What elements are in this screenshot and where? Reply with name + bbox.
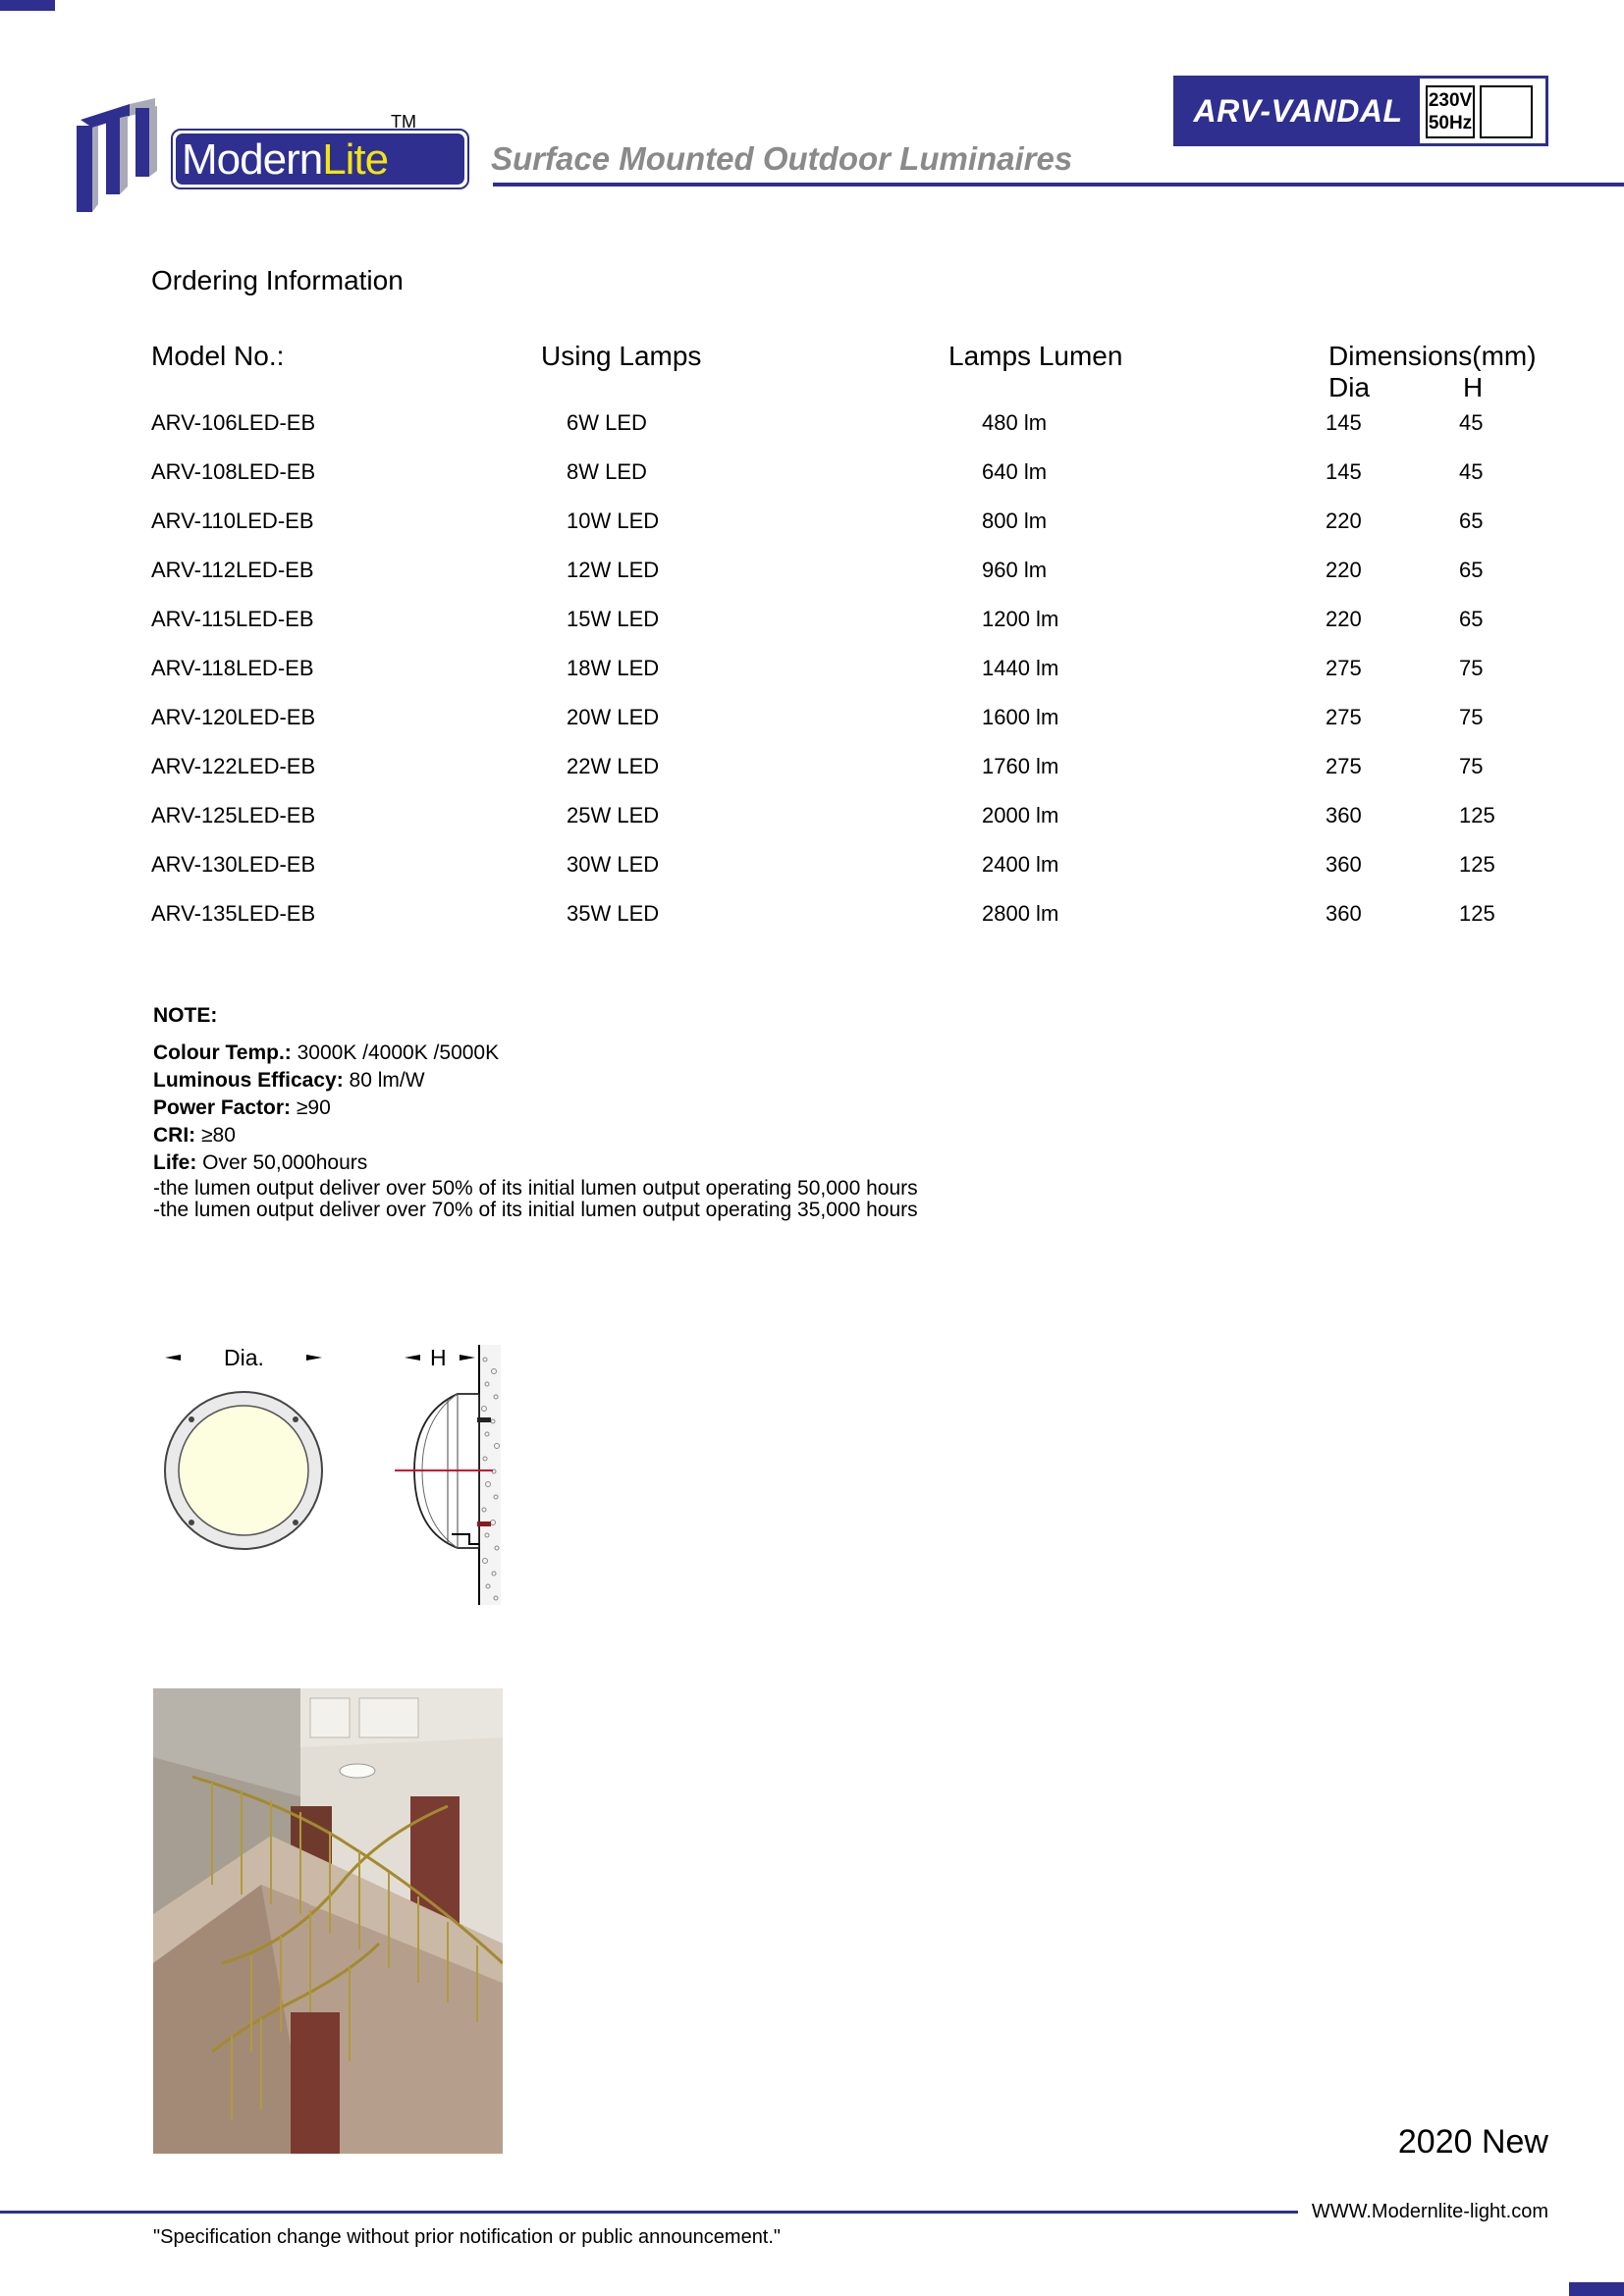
cell-lamp: 25W LED [567,803,660,828]
note-value: ≥80 [195,1124,236,1147]
note-label: Life: [153,1151,197,1174]
cell-lamp: 15W LED [567,607,660,631]
cell-h: 75 [1459,754,1484,778]
wall-section [479,1345,501,1605]
arrow-right-icon [460,1355,475,1361]
trademark-symbol: TM [391,112,416,132]
voltage-rating [1426,85,1475,138]
note-value: 3000K /4000K /5000K [291,1041,500,1064]
cell-dia: 360 [1326,852,1362,877]
ordering-table [0,406,1624,946]
col-header-lumen: Lamps Lumen [948,341,1123,371]
col-header-lamps: Using Lamps [541,341,702,371]
cell-lumen: 1200 lm [982,607,1059,631]
cell-lamp: 22W LED [567,754,660,778]
note-life-line: -the lumen output deliver over 70% of its initial lumen output operating 35,000 hours [153,1199,918,1221]
cell-lamp: 8W LED [567,459,647,484]
cell-lumen: 2400 lm [982,852,1059,877]
disclaimer-text: "Specification change without prior notification or public announcement." [153,2226,782,2248]
brand-logo [77,96,420,216]
page-subtitle: Surface Mounted Outdoor Luminaires [491,140,1073,177]
cell-lamp: 35W LED [567,901,660,926]
corner-accent-top [0,0,55,11]
cell-lamp: 18W LED [567,656,660,680]
cell-lumen: 1440 lm [982,656,1059,680]
voltage-line1: 230V [1428,90,1473,111]
brand-name-lite: Lite [322,135,389,184]
edition-label: 2020 New [1397,2123,1548,2161]
cell-lumen: 2000 lm [982,803,1059,828]
cell-lumen: 960 lm [982,558,1048,582]
cell-lumen: 2800 lm [982,901,1059,926]
table-row [0,406,1624,455]
cell-model: ARV-115LED-EB [151,607,314,631]
cell-model: ARV-108LED-EB [151,459,316,484]
cell-dia: 145 [1326,410,1362,435]
table-row [0,701,1624,750]
ordering-title: Ordering Information [151,265,404,295]
col-header-dia: Dia [1328,372,1371,402]
cell-lamp: 30W LED [567,852,660,877]
note-value: ≥90 [291,1096,331,1119]
cell-dia: 220 [1326,607,1362,631]
note-cri [153,1122,918,1149]
note-efficacy [153,1067,918,1095]
note-label: Colour Temp.: [153,1041,292,1064]
cell-h: 125 [1459,901,1495,926]
cell-model: ARV-110LED-EB [151,508,314,533]
cell-dia: 275 [1326,705,1362,729]
notes-section [153,1002,918,1221]
cell-model: ARV-122LED-EB [151,754,316,778]
cell-model: ARV-130LED-EB [151,852,316,877]
col-header-model: Model No.: [151,341,285,371]
anchor-screw-icon [477,1522,491,1526]
screw-icon [189,1520,194,1525]
note-label: Power Factor: [153,1096,292,1119]
cell-lamp: 20W LED [567,705,660,729]
cell-h: 45 [1459,459,1484,484]
cell-dia: 220 [1326,558,1362,582]
corner-accent-bottom [1569,2282,1624,2296]
table-row [0,652,1624,701]
cell-lamp: 10W LED [567,508,660,533]
cell-dia: 360 [1326,803,1362,828]
dimension-drawing-svg [157,1340,530,1605]
cell-h: 75 [1459,705,1484,729]
cell-dia: 220 [1326,508,1362,533]
table-row [0,897,1624,946]
note-label: Luminous Efficacy: [153,1069,344,1092]
footer-divider [0,2211,1298,2214]
table-row [0,799,1624,848]
cell-model: ARV-118LED-EB [151,656,314,680]
cell-model: ARV-120LED-EB [151,705,316,729]
table-row [0,750,1624,799]
note-colour-temp [153,1040,918,1067]
screw-icon [293,1520,298,1525]
note-label: CRI: [153,1124,196,1147]
luminaire-lens [179,1406,308,1535]
voltage-line2: 50Hz [1428,113,1473,133]
cell-h: 125 [1459,852,1495,877]
cell-lumen: 1600 lm [982,705,1059,729]
cell-model: ARV-135LED-EB [151,901,316,926]
note-value: Over 50,000hours [196,1151,368,1174]
dia-label: Dia. [224,1345,264,1370]
anchor-screw-icon [477,1417,491,1422]
product-name: ARV-VANDAL [1176,79,1420,143]
cell-lumen: 800 lm [982,508,1048,533]
col-header-dimensions: Dimensions(mm) [1328,341,1537,371]
note-power-factor [153,1095,918,1122]
modernlite-columns-logo-icon [77,96,185,216]
screw-icon [293,1416,298,1422]
cell-h: 65 [1459,607,1484,631]
cell-dia: 360 [1326,901,1362,926]
cell-dia: 145 [1326,459,1362,484]
cell-h: 65 [1459,558,1484,582]
note-value: 80 lm/W [343,1069,425,1092]
installation-photo [153,1688,503,2154]
side-view [395,1345,501,1605]
col-header-h: H [1463,372,1484,402]
table-row [0,554,1624,603]
cell-dia: 275 [1326,656,1362,680]
cell-lumen: 1760 lm [982,754,1059,778]
cell-h: 75 [1459,656,1484,680]
cell-model: ARV-112LED-EB [151,558,314,582]
cell-h: 125 [1459,803,1495,828]
table-row [0,848,1624,897]
arrow-right-icon [306,1355,322,1361]
stairwell-photo-illustration [153,1688,503,2154]
table-row [0,603,1624,652]
table-row [0,455,1624,505]
cell-lumen: 480 lm [982,410,1048,435]
arrow-left-icon [165,1355,181,1361]
website-url[interactable]: WWW.Modernlite-light.com [1311,2201,1548,2222]
cell-lumen: 640 lm [982,459,1048,484]
cell-h: 45 [1459,410,1484,435]
note-life-details [153,1178,918,1221]
note-life [153,1149,918,1177]
arrow-left-icon [405,1355,420,1361]
h-label: H [430,1345,447,1370]
cell-h: 65 [1459,508,1484,533]
product-badge [1173,76,1548,146]
front-view [165,1345,322,1549]
dimension-drawing [157,1340,530,1605]
notes-heading: NOTE: [153,1004,218,1027]
brand-wordmark [171,129,469,189]
cell-dia: 275 [1326,754,1362,778]
screw-icon [189,1416,194,1422]
cell-lamp: 6W LED [567,410,647,435]
cell-model: ARV-106LED-EB [151,410,316,435]
header-divider [493,183,1624,187]
brand-name-modern: Modern [182,135,323,184]
note-life-line: -the lumen output deliver over 50% of its initial lumen output operating 50,000 hours [153,1177,918,1200]
table-row [0,505,1624,554]
cell-lamp: 12W LED [567,558,660,582]
cell-model: ARV-125LED-EB [151,803,316,828]
certification-box [1480,85,1533,138]
